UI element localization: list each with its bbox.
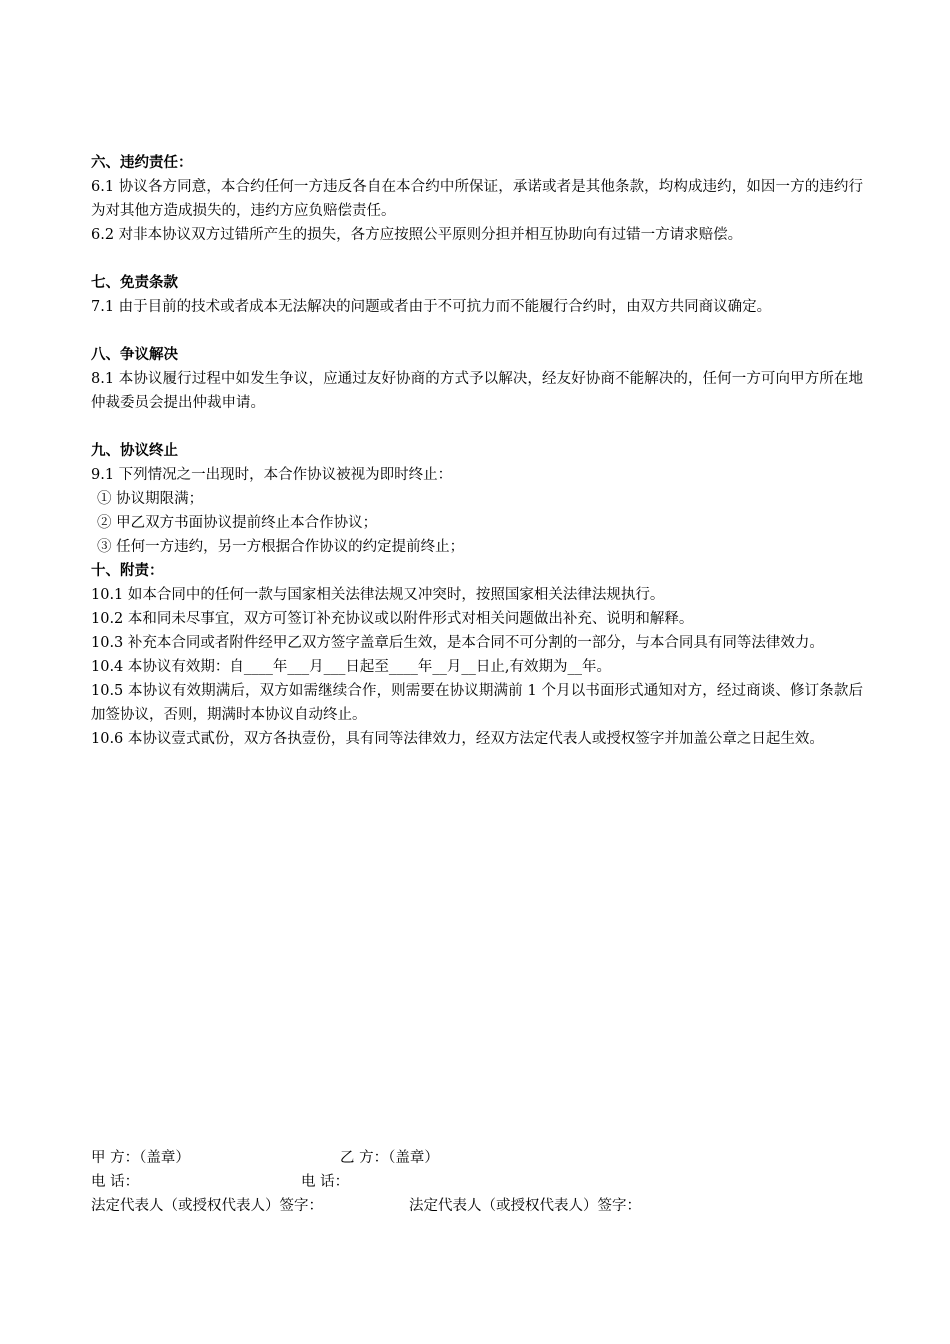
clause-7-1: 7.1 由于目前的技术或者成本无法解决的问题或者由于不可抗力而不能履行合约时，由双方共同商议确定。 (91, 299, 772, 315)
clause-10-5: 10.5 本协议有效期满后，双方如需继续合作，则需要在协议期满前 1 个月以书面形式通知对方，经过商谈、修订条款后加签协议，否则，期满时本协议自动终止。 (91, 683, 863, 723)
clause-9-1: 9.1 下列情况之一出现时，本合作协议被视为即时终止： (91, 467, 453, 483)
signature-block (91, 1146, 863, 1218)
rep-a-label: 法定代表人（或授权代表人）签字： (91, 1198, 323, 1214)
contract-body (91, 151, 863, 751)
spacer (91, 319, 863, 343)
clause-10-2: 10.2 本和同未尽事宜，双方可签订补充协议或以附件形式对相关问题做出补充、说明和解释。 (91, 611, 694, 627)
section-7-heading: 七、免责条款 (91, 275, 178, 291)
representative-row (91, 1194, 863, 1218)
section-9-heading: 九、协议终止 (91, 443, 178, 459)
phone-a-label: 电 话： (91, 1174, 140, 1190)
clause-10-4: 10.4 本协议有效期：自____年___月___日起至____年__月__日止,有效期为__年。 (91, 659, 612, 675)
clause-10-1: 10.1 如本合同中的任何一款与国家相关法律法规又冲突时，按照国家相关法律法规执行。 (91, 587, 665, 603)
rep-b-label: 法定代表人（或授权代表人）签字： (409, 1198, 641, 1214)
phone-row (91, 1170, 863, 1194)
clause-6-2: 6.2 对非本协议双方过错所产生的损失，各方应按照公平原则分担并相互协助向有过错一方请求赔偿。 (91, 227, 743, 243)
party-row (91, 1146, 863, 1170)
party-b-label: 乙 方：（盖章） (340, 1150, 439, 1166)
clause-6-1: 6.1 协议各方同意，本合约任何一方违反各自在本合约中所保证，承诺或者是其他条款，均构成违约，如因一方的违约行为对其他方造成损失的，违约方应负赔偿责任。 (91, 179, 863, 219)
section-10-heading: 十、附责： (91, 563, 164, 579)
section-6-heading: 六、违约责任： (91, 155, 193, 171)
spacer (91, 415, 863, 439)
clause-10-6: 10.6 本协议壹式貳份，双方各执壹份，具有同等法律效力，经双方法定代表人或授权签字并加盖公章之日起生效。 (91, 731, 824, 747)
section-8-heading: 八、争议解决 (91, 347, 178, 363)
clause-8-1: 8.1 本协议履行过程中如发生争议，应通过友好协商的方式予以解决，经友好协商不能解决的，任何一方可向甲方所在地仲裁委员会提出仲裁申请。 (91, 371, 863, 411)
party-a-label: 甲 方：（盖章） (91, 1150, 190, 1166)
phone-b-label: 电 话： (301, 1174, 350, 1190)
spacer (91, 247, 863, 271)
termination-item-3: ③ 任何一方违约，另一方根据合作协议的约定提前终止； (97, 539, 465, 555)
termination-item-1: ① 协议期限满； (97, 491, 204, 507)
clause-10-3: 10.3 补充本合同或者附件经甲乙双方签字盖章后生效，是本合同不可分割的一部分，与本合同具有同等法律效力。 (91, 635, 824, 651)
termination-item-2: ② 甲乙双方书面协议提前终止本合作协议； (97, 515, 378, 531)
